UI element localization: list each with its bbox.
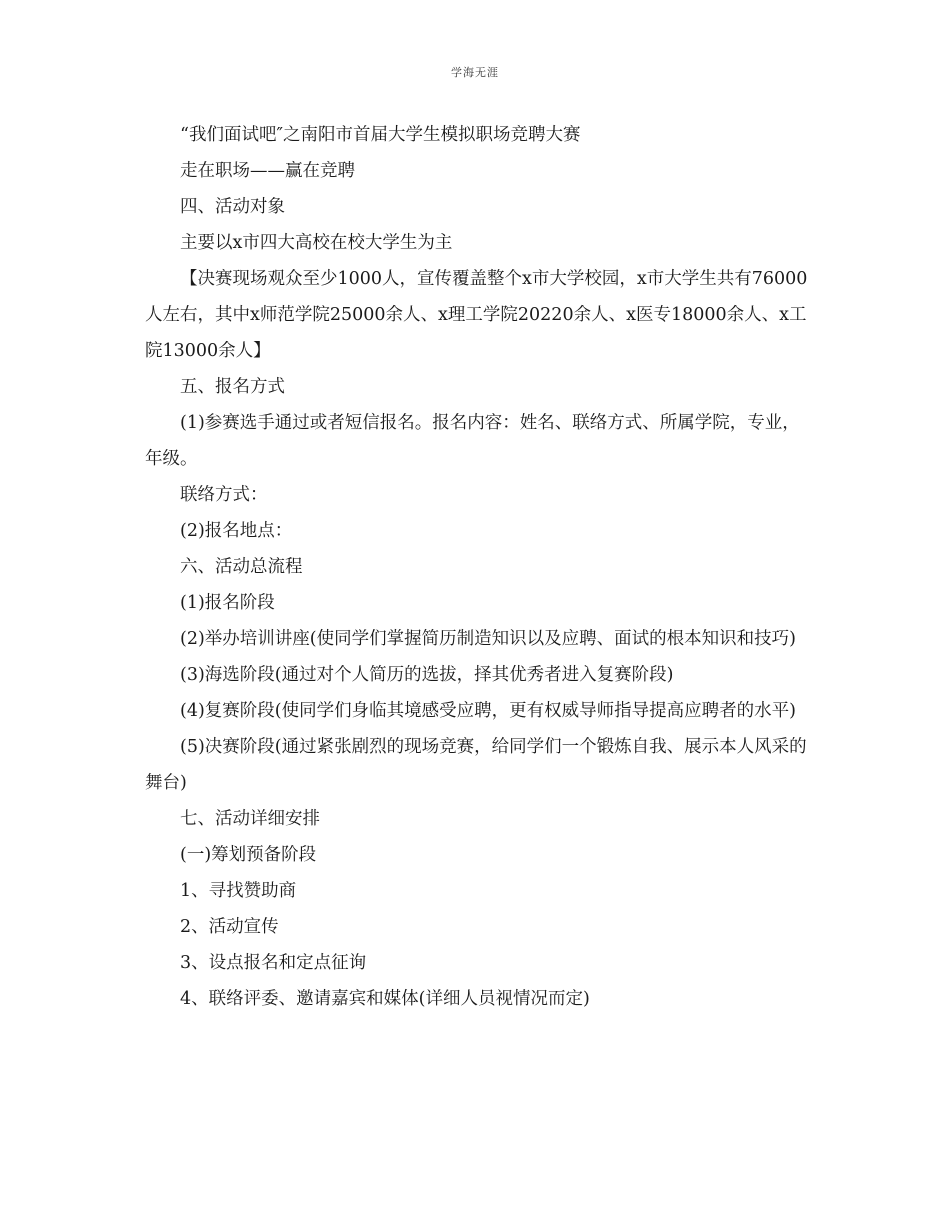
subsection-preparation: (一)筹划预备阶段 [180, 845, 317, 865]
page-header: 学海无涯 [451, 66, 499, 79]
section-heading-participants: 四、活动对象 [180, 197, 285, 217]
section-heading-registration: 五、报名方式 [180, 377, 285, 397]
section-heading-arrangement: 七、活动详细安排 [180, 809, 320, 829]
process-step-3: (3)海选阶段(通过对个人简历的选拔，择其优秀者进入复赛阶段) [180, 665, 674, 685]
process-step-4: (4)复赛阶段(使同学们身临其境感受应聘，更有权威导师指导提高应聘者的水平) [180, 701, 796, 721]
document-body [145, 117, 809, 1017]
participants-text: 主要以x市四大高校在校大学生为主 [180, 233, 453, 253]
slogan: 走在职场——赢在竞聘 [180, 161, 355, 181]
process-step-5: (5)决赛阶段(通过紧张剧烈的现场竞赛，给同学们一个锻炼自我、展示本人风采的舞台) [145, 737, 807, 793]
process-step-2: (2)举办培训讲座(使同学们掌握简历制造知识以及应聘、面试的根本知识和技巧) [180, 629, 796, 649]
prep-item-1: 1、寻找赞助商 [180, 881, 297, 901]
process-step-1: (1)报名阶段 [180, 593, 275, 613]
prep-item-3: 3、设点报名和定点征询 [180, 953, 367, 973]
registration-method: (1)参赛选手通过或者短信报名。报名内容：姓名、联络方式、所属学院，专业，年级。 [145, 413, 800, 469]
competition-title: “我们面试吧″之南阳市首届大学生模拟职场竞聘大赛 [180, 125, 581, 145]
audience-note: 【决赛现场观众至少1000人，宣传覆盖整个x市大学校园，x市大学生共有76000人左右，其中x师范学院25000余人、x理工学院20220余人、x医专18000余人、x工院13000余人】 [145, 269, 808, 361]
registration-location: (2)报名地点： [180, 521, 293, 541]
prep-item-4: 4、联络评委、邀请嘉宾和媒体(详细人员视情况而定) [180, 989, 590, 1009]
contact-info-label: 联络方式： [180, 485, 268, 505]
prep-item-2: 2、活动宣传 [180, 917, 279, 937]
section-heading-process: 六、活动总流程 [180, 557, 303, 577]
